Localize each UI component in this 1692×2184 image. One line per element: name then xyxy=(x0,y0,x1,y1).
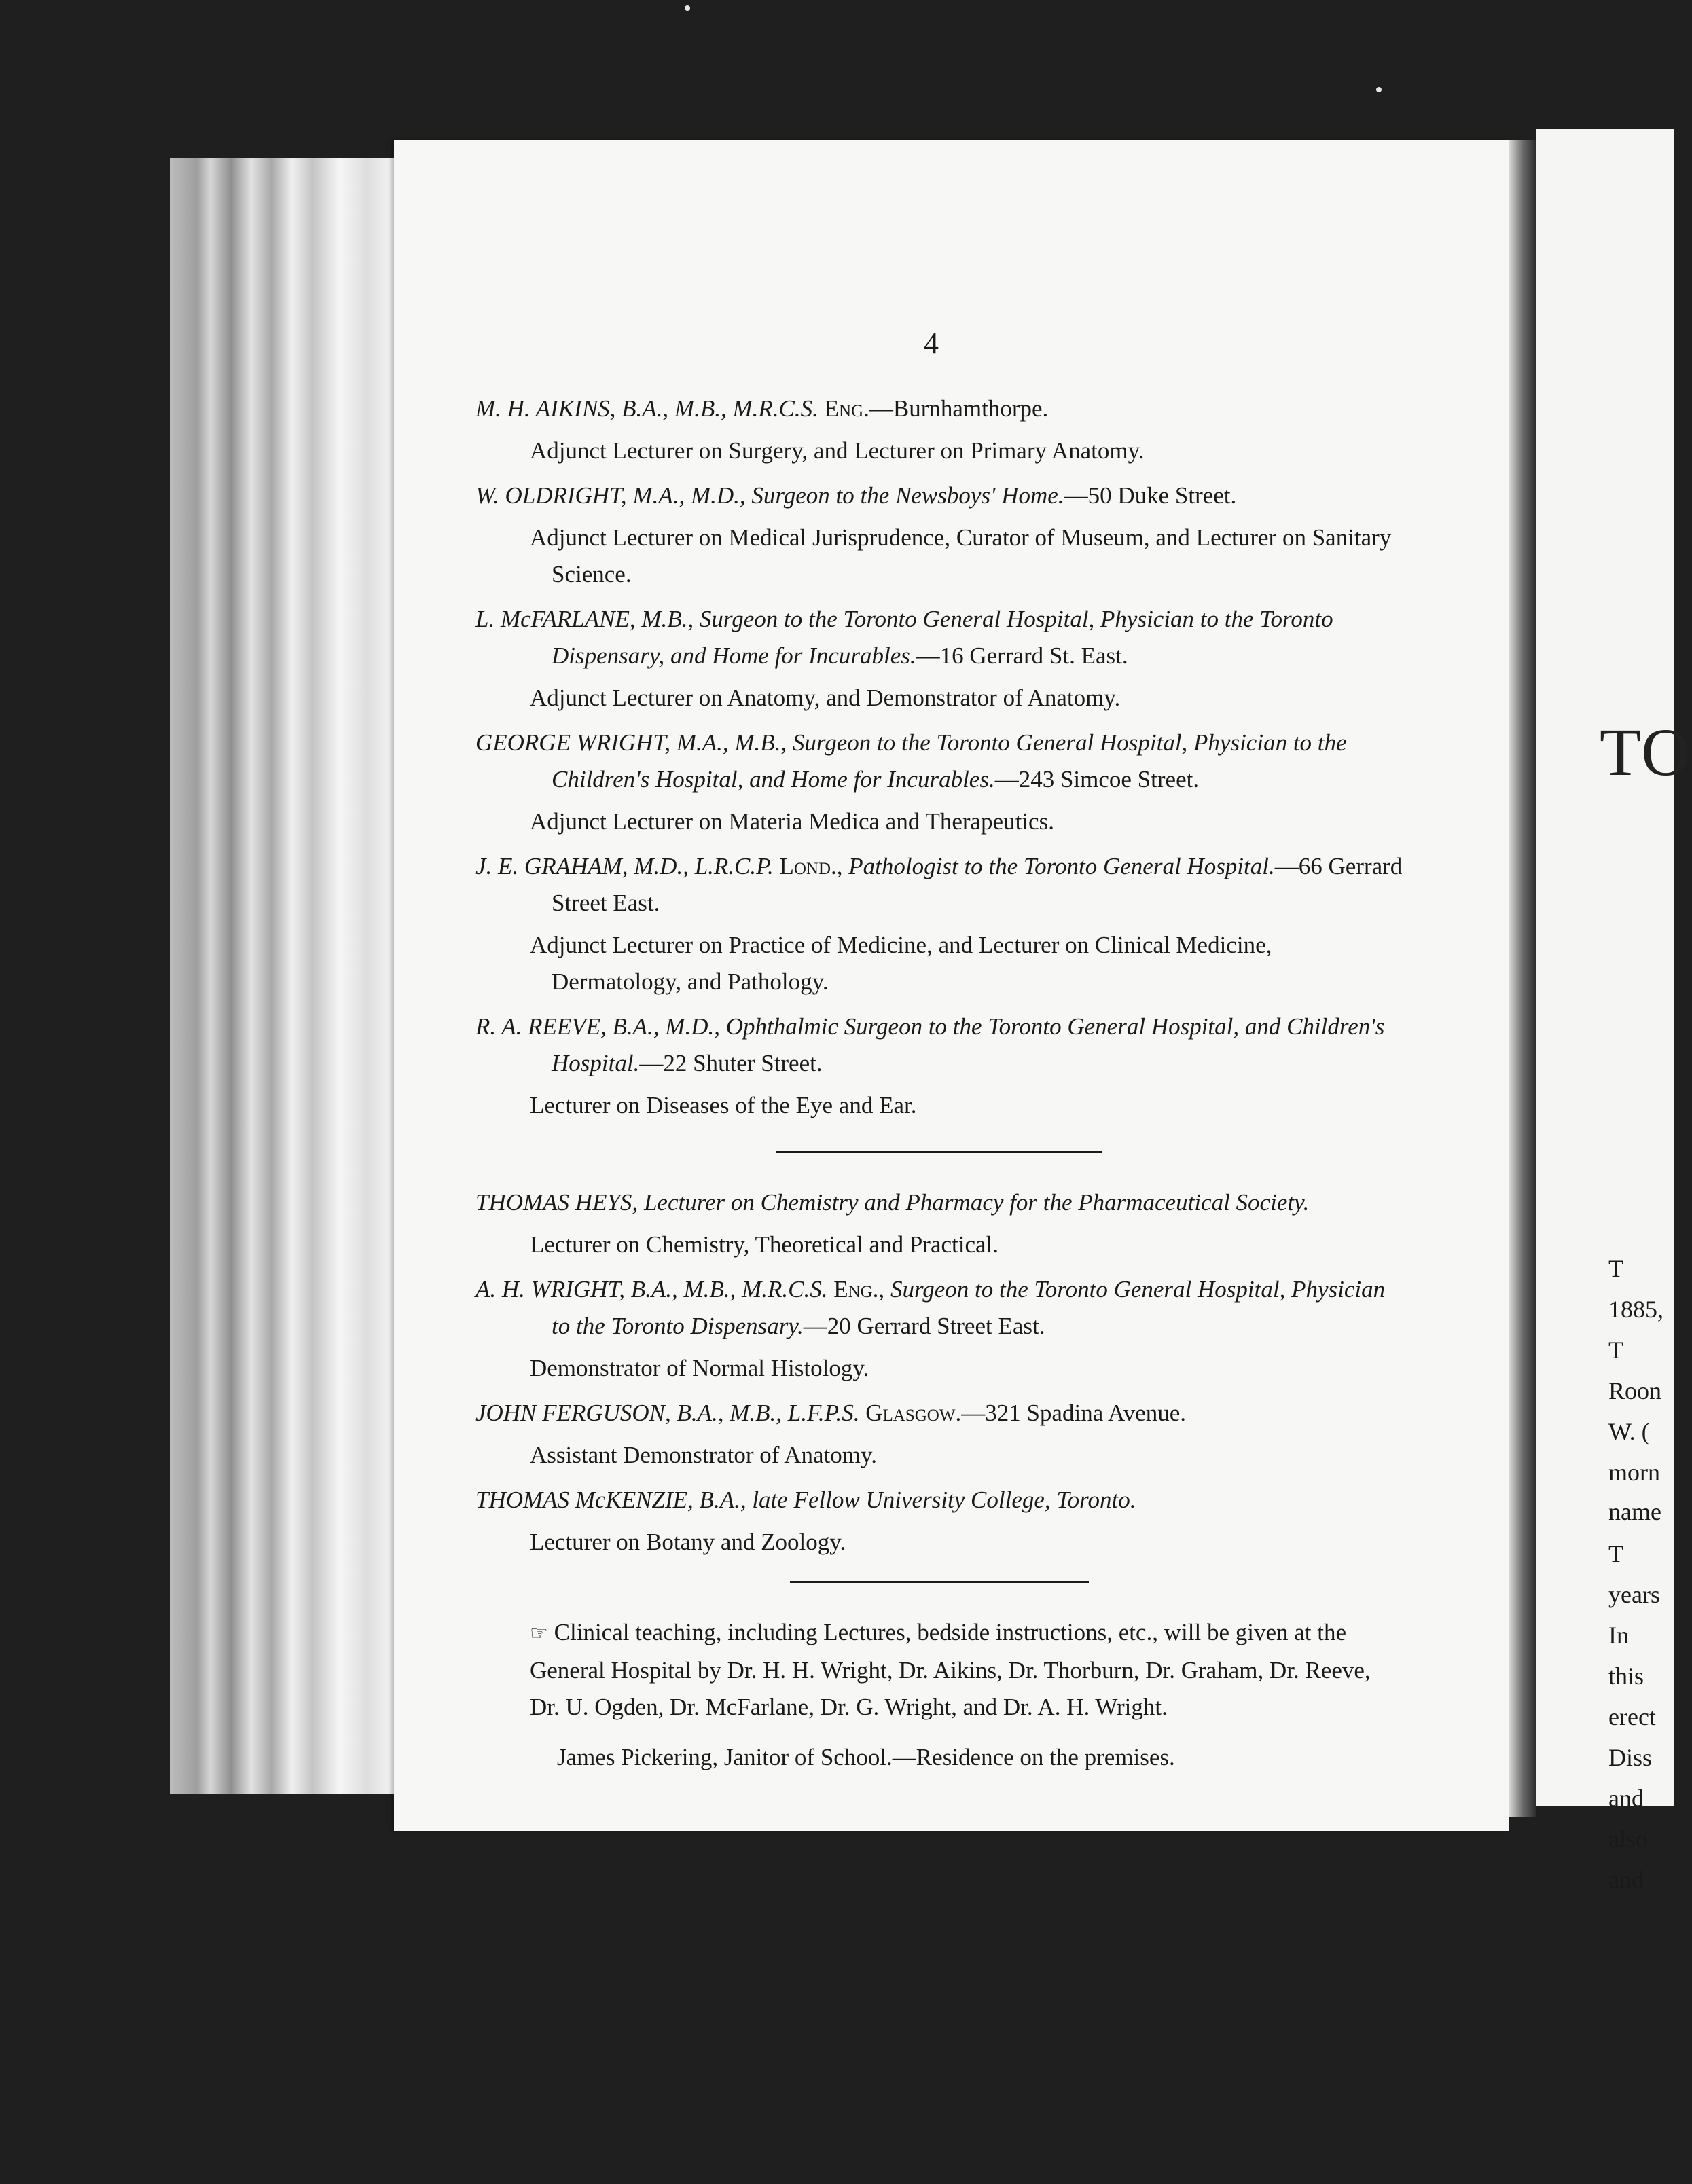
book-gutter xyxy=(1509,140,1536,1817)
faculty-appointment: Pathologist to the Toronto General Hospital. xyxy=(848,853,1275,879)
faculty-entry xyxy=(475,1395,1403,1474)
faculty-name: GEORGE WRIGHT, M.A., M.B., xyxy=(475,729,787,756)
faculty-address: —321 Spadina Avenue. xyxy=(961,1400,1187,1426)
faculty-qualification-suffix: Lond., xyxy=(779,853,843,879)
faculty-list-secondary xyxy=(475,1184,1403,1561)
faculty-entry xyxy=(475,390,1403,469)
faculty-name: THOMAS McKENZIE, B.A., xyxy=(475,1487,746,1513)
faculty-heading xyxy=(475,601,1403,674)
right-page-text-fragment: also xyxy=(1608,1825,1648,1853)
right-page-text-fragment: Diss xyxy=(1608,1744,1653,1771)
faculty-qualification-suffix: Glasgow. xyxy=(865,1400,962,1426)
faculty-duty: Adjunct Lecturer on Medical Jurisprudence, Curator of Museum, and Lecturer on Sanitary Science. xyxy=(530,524,1392,587)
faculty-entry xyxy=(475,1271,1403,1387)
faculty-entry xyxy=(475,725,1403,840)
right-page-text-fragment: this xyxy=(1608,1662,1644,1690)
book-page-edges xyxy=(170,158,401,1794)
faculty-name: M. H. AIKINS, B.A., M.B., M.R.C.S. xyxy=(475,395,818,422)
section-divider xyxy=(790,1581,1089,1583)
right-page-text-fragment: T xyxy=(1608,1255,1623,1282)
faculty-heading xyxy=(475,1271,1403,1345)
right-page-text-fragment: T xyxy=(1608,1540,1623,1567)
right-page-text-fragment: Roon xyxy=(1608,1377,1662,1404)
faculty-name: J. E. GRAHAM, M.D., L.R.C.P. xyxy=(475,853,774,879)
faculty-name: THOMAS HEYS, xyxy=(475,1189,638,1216)
clinical-note xyxy=(530,1614,1403,1726)
right-page-text-fragment: morn xyxy=(1608,1459,1660,1486)
pointing-hand-icon: ☞ xyxy=(530,1622,548,1645)
faculty-qualification-suffix: Eng. xyxy=(824,395,869,422)
page-content xyxy=(475,390,1403,1789)
faculty-heading xyxy=(475,477,1403,514)
right-page-text-fragment: and xyxy=(1608,1785,1644,1812)
faculty-name: L. McFARLANE, M.B., xyxy=(475,606,694,632)
faculty-address: —22 Shuter Street. xyxy=(639,1050,823,1076)
dust-speck xyxy=(685,5,690,11)
faculty-list-primary xyxy=(475,390,1403,1124)
faculty-appointment: Surgeon to the Toronto General Hospital, Physician to the Toronto Dispensary, and Home for Incurables. xyxy=(552,606,1333,669)
faculty-duty: Adjunct Lecturer on Surgery, and Lecturer on Primary Anatomy. xyxy=(530,437,1145,464)
right-page-text-fragment: T xyxy=(1608,1336,1623,1364)
faculty-address: —Burnhamthorpe. xyxy=(869,395,1049,422)
right-page xyxy=(1536,129,1674,1806)
faculty-name: A. H. WRIGHT, B.A., M.B., M.R.C.S. xyxy=(475,1276,828,1303)
faculty-address: —16 Gerrard St. East. xyxy=(916,642,1128,669)
faculty-duty: Adjunct Lecturer on Practice of Medicine, and Lecturer on Clinical Medicine, Dermatology, and Pathology. xyxy=(530,932,1272,995)
faculty-heading xyxy=(475,1008,1403,1082)
faculty-heading xyxy=(475,390,1403,427)
faculty-duty: Assistant Demonstrator of Anatomy. xyxy=(530,1442,878,1468)
faculty-appointment: late Fellow University College, Toronto. xyxy=(752,1487,1136,1513)
faculty-name: W. OLDRIGHT, M.A., M.D., xyxy=(475,482,746,509)
right-page-text-fragment: W. ( xyxy=(1608,1418,1650,1445)
faculty-address: —50 Duke Street. xyxy=(1064,482,1237,509)
faculty-name: JOHN FERGUSON, B.A., M.B., L.F.P.S. xyxy=(475,1400,860,1426)
right-page-text-fragment: name xyxy=(1608,1498,1661,1525)
right-page-text-fragment: In xyxy=(1608,1622,1629,1649)
faculty-appointment: Surgeon to the Toronto General Hospital, Physician to the Toronto Dispensary. xyxy=(552,1276,1386,1339)
faculty-heading xyxy=(475,1482,1403,1518)
faculty-duty: Lecturer on Chemistry, Theoretical and Practical. xyxy=(530,1231,999,1258)
faculty-entry xyxy=(475,601,1403,716)
faculty-entry xyxy=(475,1482,1403,1561)
faculty-entry xyxy=(475,477,1403,593)
right-page-text-fragment: 1885, xyxy=(1608,1296,1663,1323)
faculty-heading xyxy=(475,1184,1403,1221)
faculty-duty: Lecturer on Botany and Zoology. xyxy=(530,1529,846,1555)
notes-section xyxy=(475,1614,1403,1776)
faculty-heading xyxy=(475,848,1403,922)
faculty-appointment: Surgeon to the Newsboys' Home. xyxy=(751,482,1064,509)
faculty-entry xyxy=(475,1008,1403,1124)
faculty-heading xyxy=(475,1395,1403,1432)
faculty-entry xyxy=(475,1184,1403,1263)
faculty-appointment: Ophthalmic Surgeon to the Toronto General Hospital, and Children's Hospital. xyxy=(552,1013,1385,1076)
faculty-entry xyxy=(475,848,1403,1000)
janitor-note: James Pickering, Janitor of School.—Residence on the premises. xyxy=(557,1744,1175,1770)
faculty-duty: Adjunct Lecturer on Materia Medica and Therapeutics. xyxy=(530,808,1054,835)
faculty-name: R. A. REEVE, B.A., M.D., xyxy=(475,1013,720,1040)
faculty-address: —20 Gerrard Street East. xyxy=(803,1313,1045,1339)
faculty-qualification-suffix: Eng., xyxy=(833,1276,885,1303)
faculty-address: —66 Gerrard Street East. xyxy=(552,853,1403,916)
faculty-duty: Adjunct Lecturer on Anatomy, and Demonstrator of Anatomy. xyxy=(530,685,1121,711)
faculty-heading xyxy=(475,725,1403,798)
faculty-address: —243 Simcoe Street. xyxy=(994,766,1200,793)
faculty-appointment: Surgeon to the Toronto General Hospital, Physician to the Children's Hospital, and Home for Incurables. xyxy=(552,729,1347,793)
faculty-duty: Lecturer on Diseases of the Eye and Ear. xyxy=(530,1092,917,1118)
faculty-appointment: Lecturer on Chemistry and Pharmacy for the Pharmaceutical Society. xyxy=(643,1189,1310,1216)
clinical-note-text: Clinical teaching, including Lectures, bedside instructions, etc., will be given at the General Hospital by Dr. H. H. Wright, Dr. Aikins, Dr. Thorburn, Dr. Graham, Dr. Reeve, Dr. U. Ogden, Dr. McFarlane, Dr. G. Wright, and Dr. A. H. Wright. xyxy=(530,1619,1371,1720)
section-divider xyxy=(776,1151,1102,1153)
page-number: 4 xyxy=(924,327,939,360)
right-page-heading: TO xyxy=(1600,714,1692,790)
right-page-text-fragment: erect xyxy=(1608,1703,1656,1730)
right-page-text-fragment: years xyxy=(1608,1581,1660,1608)
right-page-text-fragment: and xyxy=(1608,1866,1644,1893)
dust-speck xyxy=(1376,87,1382,92)
faculty-duty: Demonstrator of Normal Histology. xyxy=(530,1355,869,1381)
